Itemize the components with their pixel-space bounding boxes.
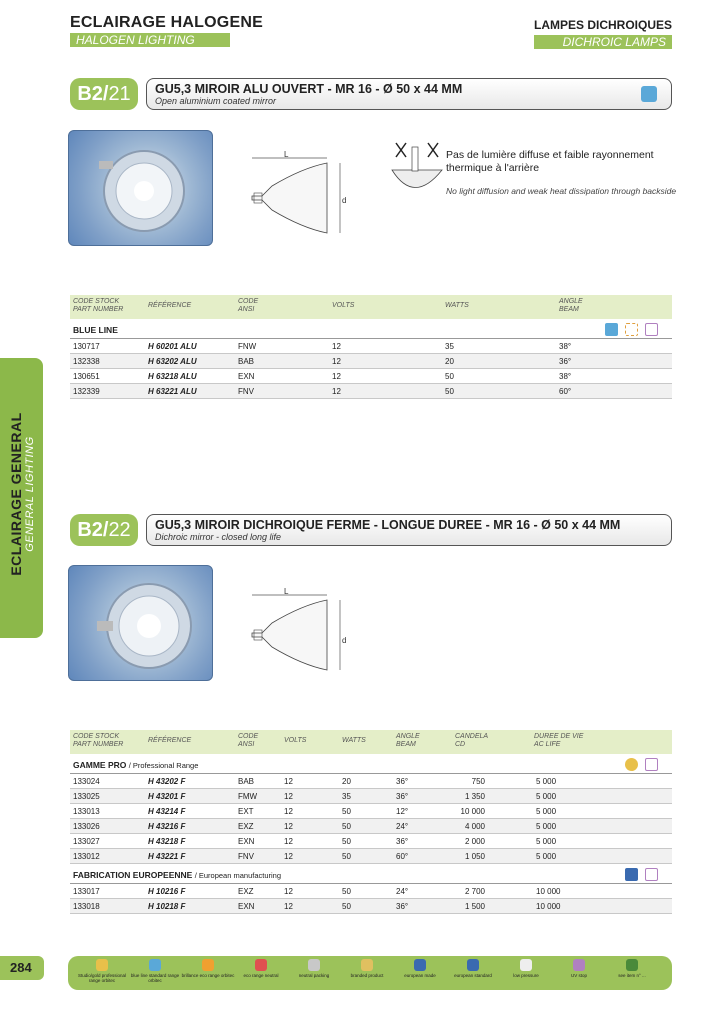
cell-code: 133027 [73, 837, 100, 846]
cell-code: 133025 [73, 792, 100, 801]
heat-diagram-icon [384, 135, 448, 205]
cell-angle: 38° [559, 342, 572, 351]
cell-ref: H 63218 ALU [148, 372, 197, 381]
side-subtitle: GENERAL LIGHTING [24, 436, 36, 552]
section1-header [70, 78, 672, 110]
legend-item [74, 959, 130, 983]
cell-ansi: EXN [238, 837, 255, 846]
group-gamme-pro: GAMME PRO / Professional Range [70, 754, 672, 774]
cell-angle: 36° [396, 792, 409, 801]
legend-label: UV stop [570, 973, 587, 978]
cell-angle: 24° [396, 822, 409, 831]
legend-label: eco range neutral [243, 973, 279, 978]
cell-watts: 50 [342, 822, 351, 831]
section2-code: B2/22 [70, 514, 138, 546]
legend-label: Studio/gold professional range orbitec [77, 973, 127, 983]
legend-label: branded product [350, 973, 384, 978]
cell-ref: H 43201 F [148, 792, 186, 801]
cell-cd: 2 700 [464, 887, 485, 896]
table-row [70, 804, 672, 819]
cell-cd: 1 350 [464, 792, 485, 801]
legend-item [180, 959, 236, 978]
cell-cd: 10 000 [460, 807, 485, 816]
table-row [70, 899, 672, 914]
cell-life: 5 000 [536, 822, 557, 831]
cell-code: 130717 [73, 342, 100, 351]
cell-life: 5 000 [536, 807, 557, 816]
cell-ref: H 63202 ALU [148, 357, 197, 366]
gold-icon [625, 758, 638, 771]
cell-angle: 12° [396, 807, 409, 816]
cell-angle: 60° [559, 387, 572, 396]
cell-ansi: BAB [238, 357, 255, 366]
legend-bar [68, 956, 672, 990]
cell-ansi: EXZ [238, 822, 254, 831]
cell-code: 133024 [73, 777, 100, 786]
side-label [8, 364, 36, 624]
legend-label: european standard [454, 973, 492, 978]
side-title: ECLAIRAGE GENERAL [8, 412, 24, 576]
cell-volts: 12 [332, 372, 341, 381]
section1-subtitle: Open aluminium coated mirror [155, 96, 277, 106]
table-row [70, 384, 672, 399]
cell-ref: H 43202 F [148, 777, 186, 786]
section1-dim-l: L [284, 150, 289, 159]
legend-item [392, 959, 448, 978]
cell-watts: 50 [342, 902, 351, 911]
section2-dimension-diagram [232, 585, 362, 675]
cell-watts: 50 [342, 807, 351, 816]
legend-label: brillance eco range orbitec [181, 973, 235, 978]
legend-item [127, 959, 183, 983]
cell-code: 133017 [73, 887, 100, 896]
cell-ansi: EXT [238, 807, 254, 816]
note-english: No light diffusion and weak heat dissipation through backside [446, 186, 677, 196]
cell-code: 133026 [73, 822, 100, 831]
section1-note [446, 149, 686, 197]
cell-cd: 1 050 [464, 852, 485, 861]
legend-item [445, 959, 501, 978]
page-number: 284 [10, 960, 32, 975]
cell-watts: 50 [445, 387, 454, 396]
uv-icon [645, 323, 658, 336]
section1-dim-d: d [342, 196, 347, 205]
section1-title-box [146, 78, 672, 110]
table-row [70, 339, 672, 354]
category-title: LAMPES DICHROIQUES [533, 18, 672, 32]
cell-angle: 36° [396, 777, 409, 786]
legend-icon [626, 959, 638, 971]
cell-watts: 20 [445, 357, 454, 366]
cell-volts: 12 [284, 777, 293, 786]
blue-line-icon [641, 86, 657, 102]
group-blue-line: BLUE LINE [70, 319, 672, 339]
cell-code: 133012 [73, 852, 100, 861]
cell-code: 132339 [73, 387, 100, 396]
legend-label: neutral packing [298, 973, 330, 978]
cell-volts: 12 [284, 837, 293, 846]
section2-title-box [146, 514, 672, 546]
legend-label: blue line standard range orbitec [130, 973, 180, 983]
cell-cd: 750 [471, 777, 485, 786]
cell-watts: 50 [342, 852, 351, 861]
cell-ref: H 10216 F [148, 887, 186, 896]
cell-ansi: EXZ [238, 887, 254, 896]
section2-title: GU5,3 MIROIR DICHROIQUE FERME - LONGUE DUREE - MR 16 - Ø 50 x 44 MM [155, 518, 621, 532]
legend-item [286, 959, 342, 978]
cell-angle: 36° [396, 837, 409, 846]
cell-ansi: FNV [238, 387, 254, 396]
table-header: CODE STOCK PART NUMBER RÉFÉRENCE CODE ANSI VOLTS WATTS ANGLE BEAM CANDELA CD DUREE DE VIE AC LIFE [70, 730, 672, 754]
group-european: FABRICATION EUROPEENNE / European manufacturing [70, 864, 672, 884]
section1-lamp-photo [68, 130, 213, 246]
cell-volts: 12 [332, 357, 341, 366]
cell-ref: H 43218 F [148, 837, 186, 846]
legend-icon [308, 959, 320, 971]
blue-icon [605, 323, 618, 336]
legend-icon [467, 959, 479, 971]
section2-header [70, 514, 672, 546]
cell-ref: H 43221 F [148, 852, 186, 861]
cell-watts: 35 [445, 342, 454, 351]
legend-label: see item n° ... [618, 973, 646, 978]
cell-life: 5 000 [536, 837, 557, 846]
legend-icon [255, 959, 267, 971]
cell-life: 5 000 [536, 852, 557, 861]
header-right [534, 18, 672, 49]
section2-subtitle: Dichroic mirror - closed long life [155, 532, 282, 542]
cell-ansi: EXN [238, 372, 255, 381]
cell-angle: 36° [559, 357, 572, 366]
cell-ref: H 43216 F [148, 822, 186, 831]
table-row [70, 774, 672, 789]
packing-icon [625, 323, 638, 336]
cell-watts: 20 [342, 777, 351, 786]
section1-dimension-diagram [232, 148, 362, 238]
cell-volts: 12 [284, 902, 293, 911]
cell-ansi: BAB [238, 777, 255, 786]
cell-ref: H 43214 F [148, 807, 186, 816]
table-header: CODE STOCK PART NUMBER RÉFÉRENCE CODE ANSI VOLTS WATTS ANGLE BEAM [70, 295, 672, 319]
cell-cd: 4 000 [464, 822, 485, 831]
cell-life: 5 000 [536, 792, 557, 801]
section1-title: GU5,3 MIROIR ALU OUVERT - MR 16 - Ø 50 x 44 MM [155, 82, 463, 96]
legend-icon [149, 959, 161, 971]
table-row [70, 354, 672, 369]
legend-item [498, 959, 554, 978]
section2-dim-l: L [284, 587, 289, 596]
category-subtitle: DICHROIC LAMPS [534, 35, 672, 49]
cell-life: 10 000 [536, 887, 561, 896]
legend-item [339, 959, 395, 978]
section2-dim-d: d [342, 636, 347, 645]
european-icon [625, 868, 638, 881]
section1-table [70, 295, 672, 399]
lamp-illustration-icon [69, 566, 213, 681]
cell-volts: 12 [284, 852, 293, 861]
cell-life: 10 000 [536, 902, 561, 911]
header-left [70, 14, 263, 47]
header-subtitle: HALOGEN LIGHTING [70, 33, 230, 47]
cell-code: 130651 [73, 372, 100, 381]
cell-ansi: FNW [238, 342, 257, 351]
cell-angle: 60° [396, 852, 409, 861]
cell-watts: 50 [342, 887, 351, 896]
legend-icon [414, 959, 426, 971]
cell-cd: 2 000 [464, 837, 485, 846]
lamp-illustration-icon [69, 131, 213, 246]
table-row [70, 819, 672, 834]
section2-lamp-photo [68, 565, 213, 681]
cell-cd: 1 500 [464, 902, 485, 911]
cell-code: 133013 [73, 807, 100, 816]
legend-label: european made [404, 973, 436, 978]
table-row [70, 369, 672, 384]
legend-icon [361, 959, 373, 971]
cell-life: 5 000 [536, 777, 557, 786]
note-french: Pas de lumière diffuse et faible rayonnement thermique à l'arrière [446, 149, 654, 174]
table-row [70, 884, 672, 899]
legend-icon [96, 959, 108, 971]
cell-volts: 12 [284, 807, 293, 816]
legend-item [604, 959, 660, 978]
cell-watts: 35 [342, 792, 351, 801]
table-row [70, 834, 672, 849]
cell-code: 133018 [73, 902, 100, 911]
cell-ref: H 63221 ALU [148, 387, 197, 396]
legend-icon [520, 959, 532, 971]
cell-ansi: FNV [238, 852, 254, 861]
cell-angle: 24° [396, 887, 409, 896]
cell-ref: H 10218 F [148, 902, 186, 911]
cell-volts: 12 [284, 792, 293, 801]
cell-angle: 36° [396, 902, 409, 911]
legend-item [551, 959, 607, 978]
uv-icon [645, 758, 658, 771]
cell-volts: 12 [332, 342, 341, 351]
legend-item [233, 959, 289, 978]
section2-table [70, 730, 672, 914]
cell-ref: H 60201 ALU [148, 342, 197, 351]
cell-watts: 50 [445, 372, 454, 381]
cell-watts: 50 [342, 837, 351, 846]
cell-volts: 12 [284, 822, 293, 831]
legend-icon [573, 959, 585, 971]
legend-label: low pressure [513, 973, 539, 978]
cell-ansi: FMW [238, 792, 258, 801]
cell-angle: 38° [559, 372, 572, 381]
header-title: ECLAIRAGE HALOGENE [70, 14, 263, 31]
cell-ansi: EXN [238, 902, 255, 911]
table-row [70, 849, 672, 864]
cell-code: 132338 [73, 357, 100, 366]
legend-icon [202, 959, 214, 971]
cell-volts: 12 [332, 387, 341, 396]
section1-code: B2/21 [70, 78, 138, 110]
cell-volts: 12 [284, 887, 293, 896]
table-row [70, 789, 672, 804]
uv-icon [645, 868, 658, 881]
